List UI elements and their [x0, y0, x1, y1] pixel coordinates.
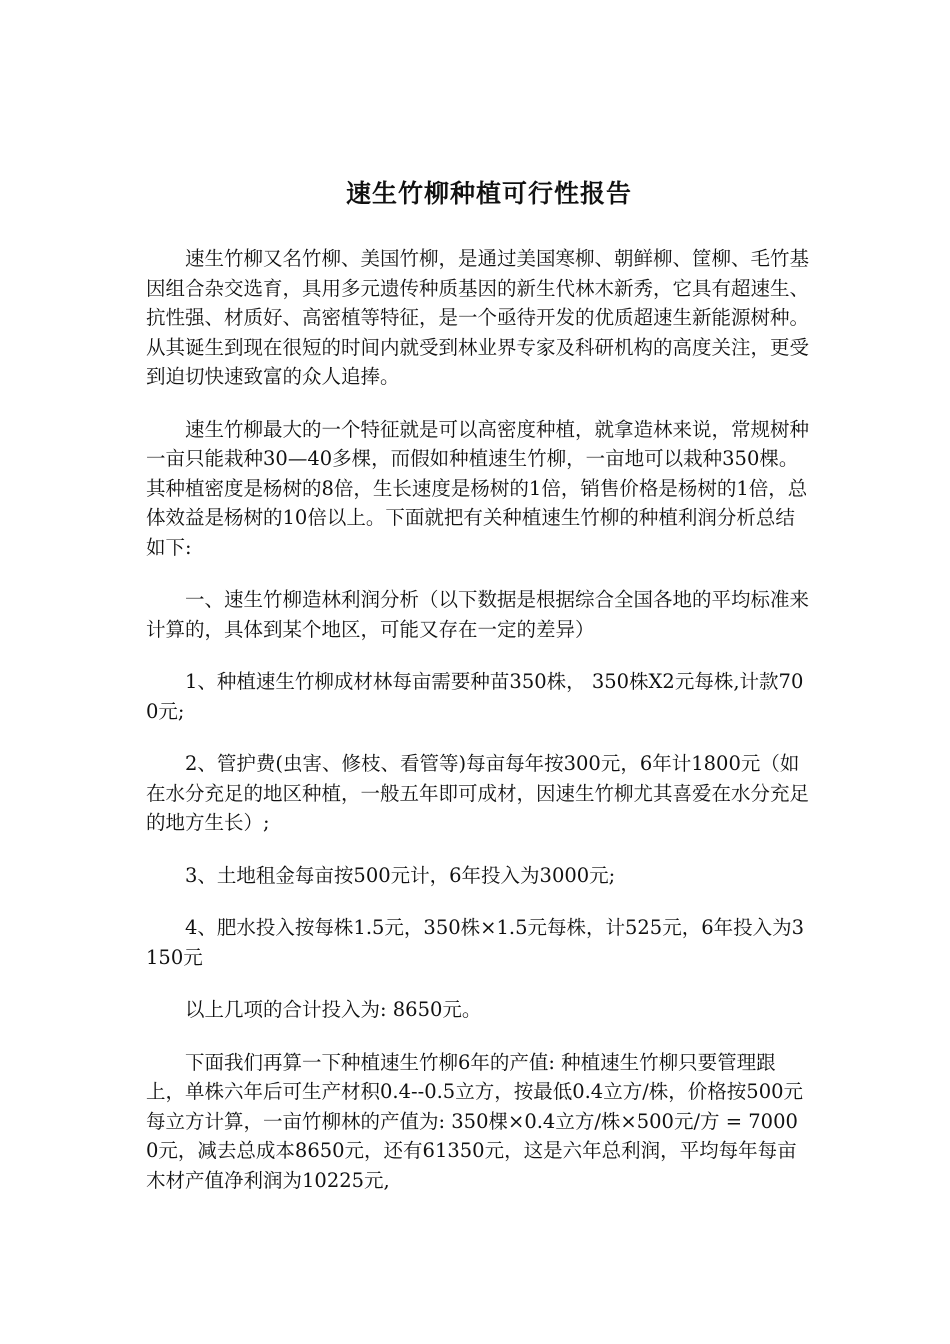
page-title: 速生竹柳种植可行性报告 [345, 179, 632, 208]
document-body [146, 244, 810, 1195]
paragraph-item-seedlings: 1、种植速生竹柳成材林每亩需要种苗350株， 350株X2元每株,计款700元; [146, 670, 804, 723]
paragraph-section-heading: 一、速生竹柳造林利润分析（以下数据是根据综合全国各地的平均标准来计算的，具体到某个地区，可能又存在一定的差异） [146, 588, 810, 641]
paragraph-total-investment: 以上几项的合计投入为: 8650元。 [185, 998, 482, 1021]
paragraph-output-value: 下面我们再算一下种植速生竹柳6年的产值: 种植速生竹柳只要管理跟上，单株六年后可生产材积0.4--0.5立方，按最低0.4立方/株，价格按500元每立方计算，一亩竹柳林的产值为: 350棵×0.4立方/株×500元/方 = 70000元，减去总成本8650元，还有61350元，这是六年总利润，平均每年每亩木材产值净利润为10225元, [146, 1050, 804, 1192]
paragraph-item-fertilizer: 4、肥水投入按每株1.5元，350株×1.5元每株，计525元，6年投入为3150元 [146, 916, 805, 969]
paragraph-item-management: 2、管护费(虫害、修枝、看管等)每亩每年按300元，6年计1800元（如在水分充足的地区种植，一般五年即可成材，因速生竹柳尤其喜爱在水分充足的地方生长）; [146, 752, 810, 834]
paragraph-intro: 速生竹柳又名竹柳、美国竹柳，是通过美国寒柳、朝鲜柳、筐柳、毛竹基因组合杂交选育，具用多元遗传种质基因的新生代林木新秀，它具有超速生、抗性强、材质好、高密植等特征，是一个亟待开发的优质超速生新能源树种。从其诞生到现在很短的时间内就受到林业界专家及科研机构的高度关注，更受到迫切快速致富的众人追捧。 [146, 247, 810, 388]
paragraph-density: 速生竹柳最大的一个特征就是可以高密度种植，就拿造林来说，常规树种一亩只能栽种30—40多棵，而假如种植速生竹柳，一亩地可以栽种350棵。其种植密度是杨树的8倍，生长速度是杨树的1倍，销售价格是杨树的1倍，总体效益是杨树的10倍以上。下面就把有关种植速生竹柳的种植利润分析总结如下: [146, 417, 810, 559]
paragraph-item-land-rent: 3、土地租金每亩按500元计，6年投入为3000元; [185, 863, 616, 887]
